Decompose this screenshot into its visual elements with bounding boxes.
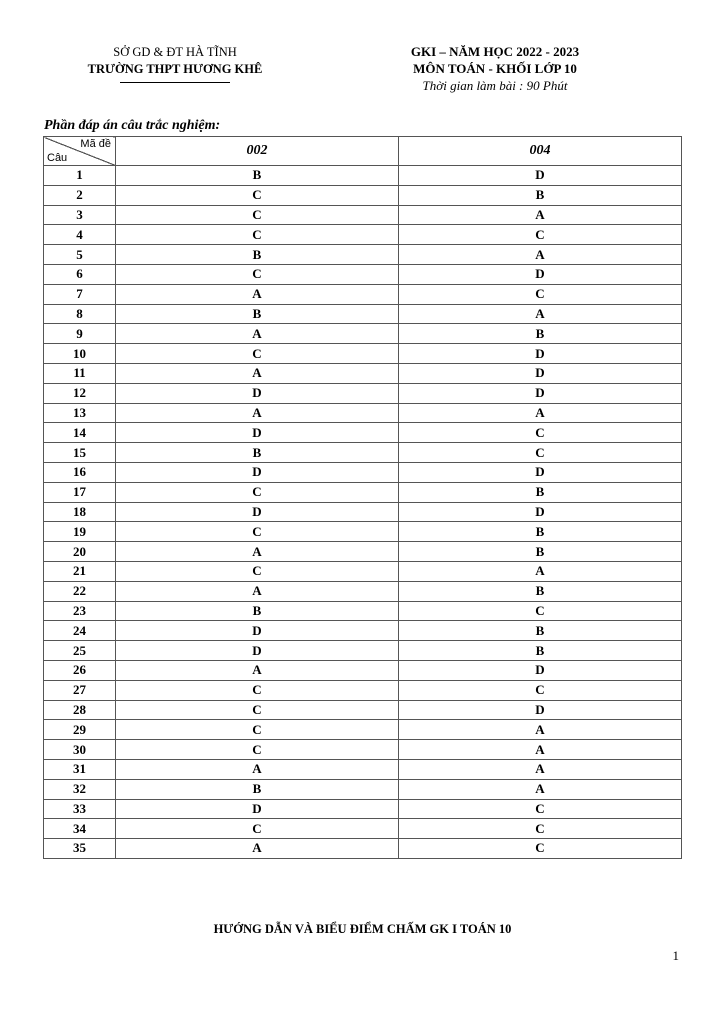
answer-cell-002: C: [116, 700, 399, 720]
answer-cell-002: C: [116, 720, 399, 740]
answer-cell-004: D: [399, 462, 682, 482]
page-number: 1: [672, 948, 679, 963]
answer-cell-004: D: [399, 166, 682, 186]
table-row: [44, 264, 682, 284]
answer-cell-002: A: [116, 363, 399, 383]
question-number-cell: 29: [44, 720, 116, 740]
answer-cell-002: A: [116, 759, 399, 779]
answer-cell-002: B: [116, 304, 399, 324]
table-row: [44, 225, 682, 245]
table-row: [44, 660, 682, 680]
answer-cell-004: C: [399, 284, 682, 304]
answer-table: [43, 136, 682, 859]
answer-cell-004: B: [399, 581, 682, 601]
answer-cell-002: B: [116, 245, 399, 265]
answer-cell-004: B: [399, 185, 682, 205]
table-row: [44, 403, 682, 423]
table-row: [44, 383, 682, 403]
answer-cell-004: B: [399, 621, 682, 641]
question-number-cell: 14: [44, 423, 116, 443]
answer-cell-004: B: [399, 522, 682, 542]
table-row: [44, 680, 682, 700]
table-row: [44, 601, 682, 621]
question-number-cell: 25: [44, 641, 116, 661]
table-row: [44, 740, 682, 760]
table-row: [44, 522, 682, 542]
answer-cell-004: B: [399, 542, 682, 562]
answer-cell-002: A: [116, 660, 399, 680]
table-row: [44, 245, 682, 265]
question-number-cell: 2: [44, 185, 116, 205]
answer-table-body: [44, 166, 682, 859]
answer-cell-004: D: [399, 660, 682, 680]
answer-cell-002: A: [116, 324, 399, 344]
table-row: [44, 581, 682, 601]
header-left: [60, 44, 290, 83]
answer-cell-002: B: [116, 779, 399, 799]
answer-cell-002: A: [116, 581, 399, 601]
answer-cell-002: C: [116, 225, 399, 245]
question-number-cell: 8: [44, 304, 116, 324]
answer-cell-004: A: [399, 205, 682, 225]
question-number-cell: 24: [44, 621, 116, 641]
question-number-cell: 31: [44, 759, 116, 779]
answer-cell-004: B: [399, 324, 682, 344]
question-number-cell: 7: [44, 284, 116, 304]
footer-title: HƯỚNG DẪN VÀ BIỂU ĐIỂM CHẤM GK I TOÁN 10: [213, 922, 512, 936]
answer-cell-004: C: [399, 799, 682, 819]
answer-cell-002: D: [116, 799, 399, 819]
answer-cell-004: D: [399, 264, 682, 284]
answer-cell-004: B: [399, 482, 682, 502]
question-number-cell: 1: [44, 166, 116, 186]
question-number-cell: 4: [44, 225, 116, 245]
answer-cell-004: B: [399, 641, 682, 661]
table-row: [44, 423, 682, 443]
question-number-cell: 11: [44, 363, 116, 383]
answer-cell-002: D: [116, 641, 399, 661]
answer-cell-004: D: [399, 700, 682, 720]
section-title: Phần đáp án câu trắc nghiệm:: [44, 118, 221, 133]
answer-cell-002: C: [116, 344, 399, 364]
question-number-cell: 17: [44, 482, 116, 502]
header-underline: [120, 82, 230, 83]
corner-question-label: Câu: [47, 152, 68, 164]
answer-cell-004: A: [399, 720, 682, 740]
question-number-cell: 21: [44, 561, 116, 581]
department-name: SỞ GD & ĐT HÀ TĨNH: [113, 45, 237, 59]
answer-cell-004: D: [399, 363, 682, 383]
question-number-cell: 10: [44, 344, 116, 364]
question-number-cell: 12: [44, 383, 116, 403]
table-row: [44, 344, 682, 364]
table-row: [44, 205, 682, 225]
question-number-cell: 34: [44, 819, 116, 839]
table-row: [44, 700, 682, 720]
answer-cell-002: C: [116, 482, 399, 502]
answer-cell-004: A: [399, 245, 682, 265]
table-row: [44, 542, 682, 562]
exam-title: GKI – NĂM HỌC 2022 - 2023: [410, 44, 580, 59]
answer-cell-004: C: [399, 839, 682, 859]
answer-cell-002: D: [116, 502, 399, 522]
answer-cell-004: D: [399, 502, 682, 522]
answer-cell-004: C: [399, 443, 682, 463]
answer-cell-002: A: [116, 542, 399, 562]
answer-cell-002: A: [116, 284, 399, 304]
table-row: [44, 561, 682, 581]
table-corner-cell: [44, 137, 116, 166]
question-number-cell: 13: [44, 403, 116, 423]
table-row: [44, 185, 682, 205]
exam-code-header: 004: [399, 137, 682, 166]
question-number-cell: 15: [44, 443, 116, 463]
question-number-cell: 3: [44, 205, 116, 225]
table-row: [44, 482, 682, 502]
answer-cell-004: C: [399, 225, 682, 245]
answer-cell-002: C: [116, 205, 399, 225]
table-row: [44, 759, 682, 779]
answer-cell-002: B: [116, 601, 399, 621]
answer-cell-002: D: [116, 423, 399, 443]
question-number-cell: 9: [44, 324, 116, 344]
table-row: [44, 304, 682, 324]
table-row: [44, 720, 682, 740]
answer-cell-004: C: [399, 423, 682, 443]
table-row: [44, 363, 682, 383]
table-row: [44, 502, 682, 522]
question-number-cell: 33: [44, 799, 116, 819]
answer-cell-004: C: [399, 601, 682, 621]
question-number-cell: 32: [44, 779, 116, 799]
answer-cell-002: D: [116, 621, 399, 641]
answer-cell-002: C: [116, 185, 399, 205]
question-number-cell: 18: [44, 502, 116, 522]
table-row: [44, 779, 682, 799]
answer-cell-004: C: [399, 680, 682, 700]
exam-code-header: 002: [116, 137, 399, 166]
table-header-row: [44, 137, 682, 166]
answer-cell-004: C: [399, 819, 682, 839]
table-row: [44, 799, 682, 819]
question-number-cell: 22: [44, 581, 116, 601]
answer-cell-004: A: [399, 779, 682, 799]
answer-cell-002: D: [116, 383, 399, 403]
answer-cell-002: C: [116, 680, 399, 700]
question-number-cell: 27: [44, 680, 116, 700]
answer-cell-004: A: [399, 740, 682, 760]
header-right: [375, 43, 615, 94]
table-row: [44, 839, 682, 859]
question-number-cell: 16: [44, 462, 116, 482]
answer-cell-004: A: [399, 403, 682, 423]
subject-title: MÔN TOÁN - KHỐI LỚP 10: [413, 61, 577, 76]
question-number-cell: 28: [44, 700, 116, 720]
answer-cell-002: C: [116, 561, 399, 581]
answer-cell-002: D: [116, 462, 399, 482]
corner-code-label: Mã đề: [80, 138, 111, 150]
exam-duration: Thời gian làm bài : 90 Phút: [422, 78, 568, 93]
table-row: [44, 443, 682, 463]
table-row: [44, 641, 682, 661]
table-row: [44, 284, 682, 304]
answer-cell-002: A: [116, 403, 399, 423]
answer-cell-004: D: [399, 344, 682, 364]
question-number-cell: 23: [44, 601, 116, 621]
answer-cell-002: C: [116, 522, 399, 542]
answer-cell-002: C: [116, 740, 399, 760]
question-number-cell: 19: [44, 522, 116, 542]
question-number-cell: 26: [44, 660, 116, 680]
table-row: [44, 819, 682, 839]
table-row: [44, 166, 682, 186]
school-name: TRƯỜNG THPT HƯƠNG KHÊ: [87, 62, 263, 76]
answer-cell-002: A: [116, 839, 399, 859]
answer-cell-004: A: [399, 304, 682, 324]
answer-cell-002: B: [116, 166, 399, 186]
table-row: [44, 621, 682, 641]
answer-cell-004: D: [399, 383, 682, 403]
answer-cell-002: C: [116, 819, 399, 839]
answer-cell-004: A: [399, 759, 682, 779]
question-number-cell: 30: [44, 740, 116, 760]
question-number-cell: 35: [44, 839, 116, 859]
answer-cell-002: C: [116, 264, 399, 284]
question-number-cell: 20: [44, 542, 116, 562]
table-row: [44, 462, 682, 482]
answer-cell-002: B: [116, 443, 399, 463]
question-number-cell: 6: [44, 264, 116, 284]
table-row: [44, 324, 682, 344]
answer-cell-004: A: [399, 561, 682, 581]
question-number-cell: 5: [44, 245, 116, 265]
